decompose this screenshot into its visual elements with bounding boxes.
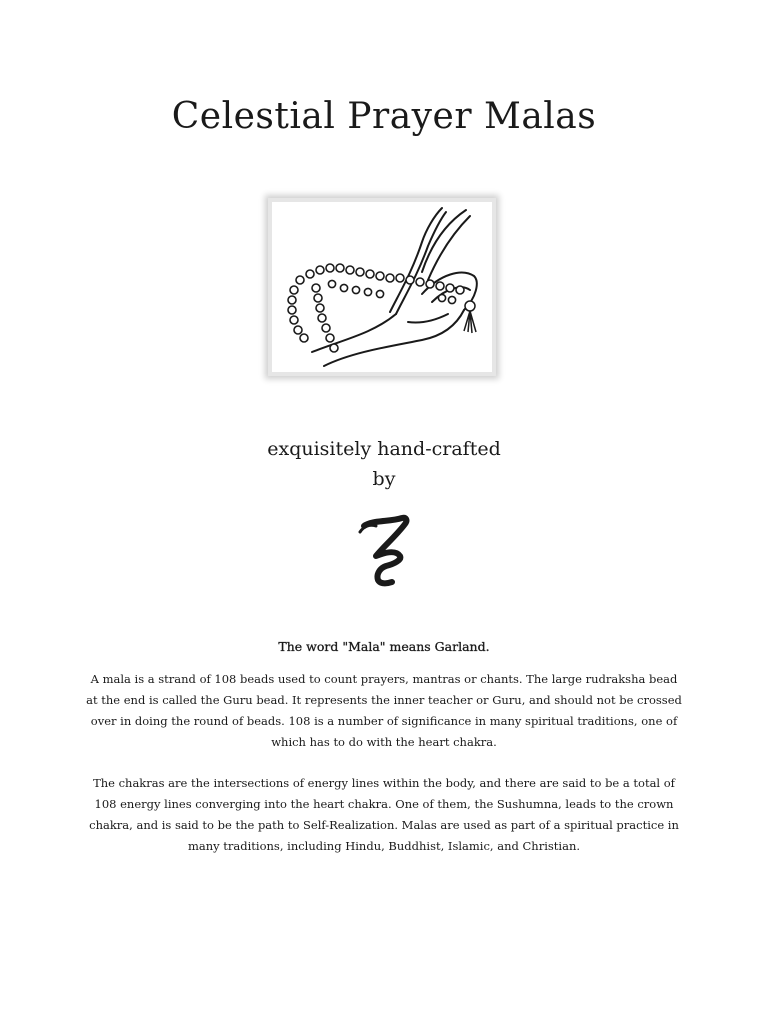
hand-holding-mala-icon	[272, 202, 492, 372]
paragraph-2: The chakras are the intersections of energy lines within the body, and there are said to be a total of 108 energy lines converging into the heart chakra. One of them, the Sushumna, leads to the crown chakra, and is said to be the path to Self-Realization. Malas are used as part of a spiritual practice in many traditions, including Hindu, Buddhist, Islamic, and Christian.	[89, 776, 679, 853]
tagline-line-1: exquisitely hand-crafted	[267, 438, 501, 460]
section-heading: The word "Mala" means Garland.	[278, 639, 490, 654]
z-signature-icon	[350, 512, 420, 590]
page-title: Celestial Prayer Malas	[171, 96, 597, 137]
tagline	[0, 434, 768, 494]
tagline-line-2: by	[372, 468, 396, 490]
mala-description	[84, 636, 684, 877]
paragraph-1: A mala is a strand of 108 beads used to count prayers, mantras or chants. The large rudraksha bead at the end is called the Guru bead. It represents the inner teacher or Guru, and should not be crossed over in doing the round of beads. 108 is a number of significance in many spiritual traditions, one of which has to do with the heart chakra.	[86, 672, 682, 749]
mala-illustration-frame	[268, 198, 496, 376]
